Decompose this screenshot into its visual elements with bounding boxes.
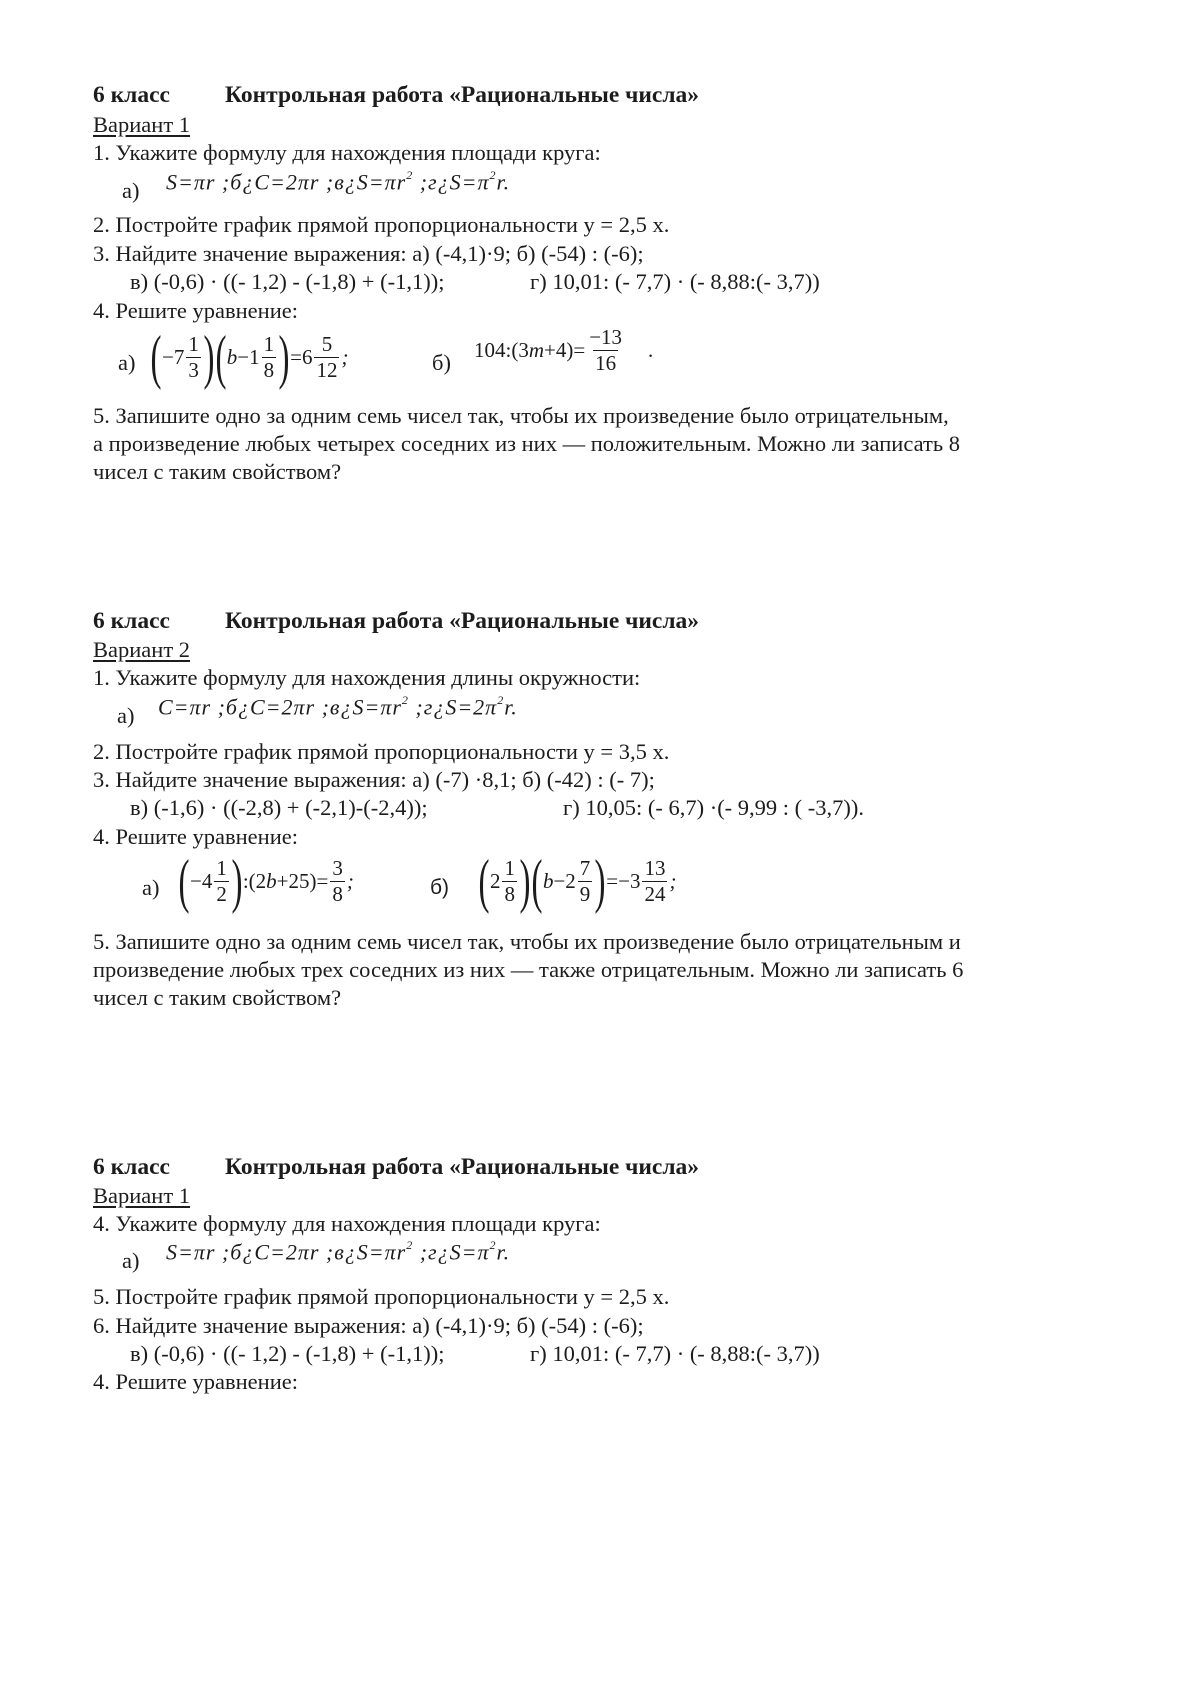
question-3: 3. Найдите значение выражения: а) (-4,1)·9; б) (-54) : (-6); xyxy=(93,241,644,266)
question-3: 3. Найдите значение выражения: а) (-7) ·8,1; б) (-42) : (- 7); xyxy=(93,767,655,792)
question-5: 5. Запишите одно за одним семь чисел так, чтобы их произведение было отрицательным и xyxy=(93,929,961,954)
question-5-line-2: а произведение любых четырех соседних из них — положительным. Можно ли записать 8 xyxy=(93,431,960,456)
question-4: 4. Решите уравнение: xyxy=(93,1369,298,1394)
question-3-part-v: в) (-1,6) · ((-2,8) + (-2,1)-(-2,4)); xyxy=(130,795,428,820)
question-4: 4. Решите уравнение: xyxy=(93,298,298,323)
question-3-part-g: г) 10,01: (- 7,7) · (- 8,88:(- 3,7)) xyxy=(530,269,820,294)
question-5-line-3: чисел с таким свойством? xyxy=(93,459,342,484)
variant-label: Вариант 1 xyxy=(93,1183,191,1208)
equation-2a: ( −4 1 2 ) :(2 b +25)= $\frac{3}{8}$ ; xyxy=(178,848,354,914)
eq-a-label: а) xyxy=(118,350,136,375)
grade-label: 6 класс xyxy=(93,608,170,634)
question-1: 1. Укажите формулу для нахождения площади круга: xyxy=(93,140,601,165)
option-a-label: а) xyxy=(122,1248,140,1273)
formula-options: S=πr ;б¿C=2πr $;в¿S=\pi r^2$ $;г¿S=\pi^2r$. xyxy=(166,1238,511,1265)
test-title: Контрольная работа «Рациональные числа» xyxy=(225,1154,700,1180)
formula-options: C=πr ;б¿C=2πr $;в¿S=\pi r^2$ $;г¿S=2\pi^2r$. xyxy=(158,693,518,720)
question-5-line-3: чисел с таким свойством? xyxy=(93,985,342,1010)
question-2: 2. Постройте график прямой пропорциональности у = 3,5 х. xyxy=(93,739,670,764)
grade-label: 6 класс xyxy=(93,1154,170,1180)
equation-1a: ( −7 1 3 ) ( b −1 1 8 ) =6 5 12 ; xyxy=(150,324,349,390)
test-title: Контрольная работа «Рациональные числа» xyxy=(225,82,700,108)
variant-label: Вариант 2 xyxy=(93,637,191,662)
question-3-part-v: в) (-0,6) · ((- 1,2) - (-1,8) + (-1,1)); xyxy=(130,269,445,294)
question-5: 5. Запишите одно за одним семь чисел так, чтобы их произведение было отрицательным, xyxy=(93,403,949,428)
equation-1b: 104:(3 m +4)= $\frac{-13}{16}$ . xyxy=(474,325,654,375)
question-2: 5. Постройте график прямой пропорциональности у = 2,5 х. xyxy=(93,1284,670,1309)
question-4: 4. Решите уравнение: xyxy=(93,824,298,849)
eq-a-label: а) xyxy=(142,875,160,900)
variant-label: Вариант 1 xyxy=(93,112,191,137)
eq-b-label: б) xyxy=(432,350,451,375)
question-3-part-v: в) (-0,6) · ((- 1,2) - (-1,8) + (-1,1)); xyxy=(130,1341,445,1366)
eq-b-label: б) xyxy=(430,876,450,899)
question-1: 4. Укажите формулу для нахождения площади круга: xyxy=(93,1211,601,1236)
option-a-label: а) xyxy=(117,703,135,728)
formula-options: S=πr ;б¿C=2πr $;в¿S=\pi r^2$ $;г¿S=\pi^2r$. xyxy=(166,168,511,195)
question-5-line-2: произведение любых трех соседних из них — также отрицательным. Можно ли записать 6 xyxy=(93,957,964,982)
question-1: 1. Укажите формулу для нахождения длины окружности: xyxy=(93,665,641,690)
test-title: Контрольная работа «Рациональные числа» xyxy=(225,608,700,634)
question-3-part-g: г) 10,01: (- 7,7) · (- 8,88:(- 3,7)) xyxy=(530,1341,820,1366)
question-3: 6. Найдите значение выражения: а) (-4,1)·9; б) (-54) : (-6); xyxy=(93,1313,644,1338)
question-2: 2. Постройте график прямой пропорциональности у = 2,5 х. xyxy=(93,212,670,237)
grade-label: 6 класс xyxy=(93,82,170,108)
question-3-part-g: г) 10,05: (- 6,7) ·(- 9,99 : ( -3,7)). xyxy=(563,795,865,820)
equation-2b: ( 2 1 8 ) ( b −2 7 9 ) =−3 13 24 ; xyxy=(478,848,677,914)
option-a-label: а) xyxy=(122,178,140,203)
